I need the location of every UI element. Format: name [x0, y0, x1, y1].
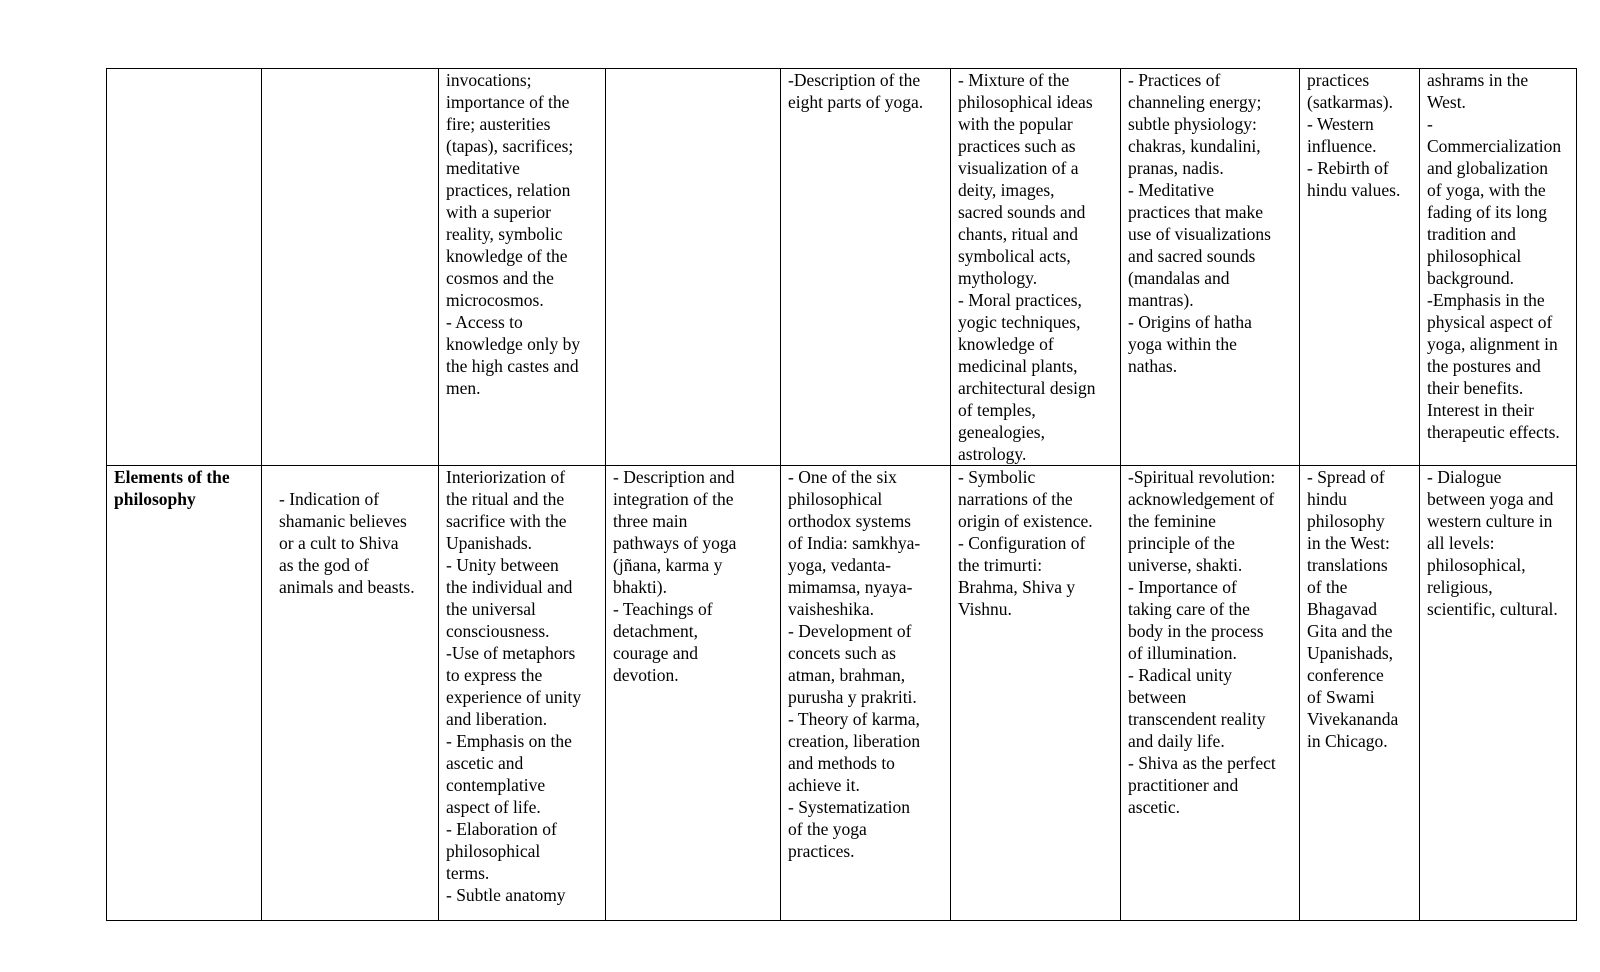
- cell-text-line: -Spiritual revolution:: [1128, 467, 1276, 487]
- table-cell: [439, 466, 606, 921]
- cell-text-line: - Systematization: [788, 797, 910, 817]
- cell-text-line: experience of unity: [446, 687, 582, 707]
- cell-text-line: and liberation.: [446, 709, 548, 729]
- table-cell: [1420, 466, 1577, 921]
- cell-text-line: the individual and: [446, 577, 573, 597]
- cell-text-line: practices such as: [958, 136, 1076, 156]
- cell-text-line: - Symbolic: [958, 467, 1036, 487]
- cell-text-line: and globalization: [1427, 158, 1549, 178]
- cell-text-line: - Unity between: [446, 555, 559, 575]
- cell-text-line: universe, shakti.: [1128, 555, 1243, 575]
- cell-text-line: philosophical: [1427, 246, 1522, 266]
- table-cell-empty: [107, 69, 262, 466]
- cell-text-line: Vivekananda: [1307, 709, 1399, 729]
- cell-text-line: purusha y prakriti.: [788, 687, 917, 707]
- cell-text-line: ascetic.: [1128, 797, 1180, 817]
- table-cell: [439, 69, 606, 466]
- cell-text-line: subtle physiology:: [1128, 114, 1257, 134]
- cell-text-line: -Emphasis in the: [1427, 290, 1545, 310]
- cell-text-line: and methods to: [788, 753, 895, 773]
- cell-text-line: hindu values.: [1307, 180, 1401, 200]
- cell-text-line: bhakti).: [613, 577, 667, 597]
- cell-text-line: - Indication of: [279, 489, 380, 509]
- cell-text-line: use of visualizations: [1128, 224, 1271, 244]
- cell-text-line: (satkarmas).: [1307, 92, 1394, 112]
- cell-text-line: - Elaboration of: [446, 819, 557, 839]
- cell-text-line: taking care of the: [1128, 599, 1250, 619]
- cell-text-line: - Western: [1307, 114, 1374, 134]
- cell-text-line: Upanishads,: [1307, 643, 1394, 663]
- cell-text-line: or a cult to Shiva: [279, 533, 399, 553]
- cell-text-line: (jñana, karma y: [613, 555, 723, 575]
- cell-text-line: practitioner and: [1128, 775, 1239, 795]
- cell-text-line: - Configuration of: [958, 533, 1086, 553]
- cell-text-line: - Description and: [613, 467, 735, 487]
- cell-text-line: yogic techniques,: [958, 312, 1081, 332]
- cell-text-line: influence.: [1307, 136, 1377, 156]
- cell-text-line: orthodox systems: [788, 511, 911, 531]
- cell-text-line: consciousness.: [446, 621, 550, 641]
- cell-text-line: of the yoga: [788, 819, 867, 839]
- cell-text-line: with the popular: [958, 114, 1073, 134]
- cell-text-line: cosmos and the: [446, 268, 554, 288]
- cell-text-line: reality, symbolic: [446, 224, 563, 244]
- cell-text-line: three main: [613, 511, 688, 531]
- cell-text-line: knowledge of: [958, 334, 1054, 354]
- cell-text-line: philosophy: [114, 489, 196, 509]
- cell-text-line: philosophical: [788, 489, 883, 509]
- cell-text-line: animals and beasts.: [279, 577, 415, 597]
- cell-text-line: - Practices of: [1128, 70, 1221, 90]
- cell-text-line: the postures and: [1427, 356, 1541, 376]
- cell-text-line: symbolical acts,: [958, 246, 1071, 266]
- cell-text-line: religious,: [1427, 577, 1493, 597]
- cell-text-line: their benefits.: [1427, 378, 1524, 398]
- cell-text-line: courage and: [613, 643, 699, 663]
- cell-text-line: - Meditative: [1128, 180, 1215, 200]
- cell-text-line: in the West:: [1307, 533, 1390, 553]
- table-cell: [781, 466, 951, 921]
- cell-text-line: western culture in: [1427, 511, 1553, 531]
- cell-text-line: conference: [1307, 665, 1384, 685]
- cell-text-line: creation, liberation: [788, 731, 921, 751]
- table-cell: [951, 69, 1121, 466]
- cell-text-line: genealogies,: [958, 422, 1045, 442]
- cell-text-line: fire; austerities: [446, 114, 551, 134]
- cell-text-line: the feminine: [1128, 511, 1216, 531]
- cell-text-line: all levels:: [1427, 533, 1495, 553]
- cell-text-line: - Development of: [788, 621, 912, 641]
- cell-text-line: between yoga and: [1427, 489, 1554, 509]
- cell-text-line: chants, ritual and: [958, 224, 1079, 244]
- cell-text-line: with a superior: [446, 202, 551, 222]
- cell-text-line: - Teachings of: [613, 599, 713, 619]
- cell-text-line: practices, relation: [446, 180, 571, 200]
- cell-text-line: - Access to: [446, 312, 523, 332]
- cell-text-line: to express the: [446, 665, 543, 685]
- table-cell: [951, 466, 1121, 921]
- cell-text-line: - Dialogue: [1427, 467, 1502, 487]
- cell-text-line: body in the process: [1128, 621, 1264, 641]
- cell-text-line: contemplative: [446, 775, 546, 795]
- cell-text-line: origin of existence.: [958, 511, 1093, 531]
- cell-text-line: -: [1427, 114, 1433, 134]
- cell-text-line: chakras, kundalini,: [1128, 136, 1261, 156]
- cell-text-line: microcosmos.: [446, 290, 544, 310]
- cell-text-line: (tapas), sacrifices;: [446, 136, 574, 156]
- cell-text-line: concets such as: [788, 643, 896, 663]
- cell-text-line: - Subtle anatomy: [446, 885, 566, 905]
- cell-text-line: sacred sounds and: [958, 202, 1086, 222]
- cell-text-line: philosophical ideas: [958, 92, 1093, 112]
- cell-text-line: knowledge only by: [446, 334, 581, 354]
- cell-text-line: as the god of: [279, 555, 369, 575]
- cell-text-line: -Use of metaphors: [446, 643, 576, 663]
- cell-text-line: hindu: [1307, 489, 1347, 509]
- cell-text-line: the high castes and: [446, 356, 579, 376]
- cell-text-line: of temples,: [958, 400, 1036, 420]
- cell-text-line: Interest in their: [1427, 400, 1534, 420]
- cell-text-line: yoga within the: [1128, 334, 1237, 354]
- cell-text-line: Vishnu.: [958, 599, 1012, 619]
- cell-text-line: pranas, nadis.: [1128, 158, 1224, 178]
- cell-text-line: - Rebirth of: [1307, 158, 1389, 178]
- cell-text-line: Brahma, Shiva y: [958, 577, 1076, 597]
- cell-text-line: -Description of the: [788, 70, 921, 90]
- cell-text-line: yoga, alignment in: [1427, 334, 1558, 354]
- cell-text-line: narrations of the: [958, 489, 1073, 509]
- cell-text-line: - One of the six: [788, 467, 897, 487]
- cell-text-line: men.: [446, 378, 481, 398]
- cell-text-line: of India: samkhya-: [788, 533, 921, 553]
- cell-text-line: mantras).: [1128, 290, 1194, 310]
- table-cell: [781, 69, 951, 466]
- cell-text-line: scientific, cultural.: [1427, 599, 1558, 619]
- cell-text-line: shamanic believes: [279, 511, 407, 531]
- cell-text-line: translations: [1307, 555, 1388, 575]
- cell-text-line: and daily life.: [1128, 731, 1225, 751]
- cell-text-line: Commercialization: [1427, 136, 1562, 156]
- cell-text-line: tradition and: [1427, 224, 1516, 244]
- cell-text-line: integration of the: [613, 489, 734, 509]
- cell-text-line: and sacred sounds: [1128, 246, 1256, 266]
- cell-text-line: astrology.: [958, 444, 1027, 464]
- cell-text-line: - Origins of hatha: [1128, 312, 1252, 332]
- cell-text-line: mythology.: [958, 268, 1038, 288]
- cell-text-line: between: [1128, 687, 1187, 707]
- cell-text-line: principle of the: [1128, 533, 1235, 553]
- cell-text-line: in Chicago.: [1307, 731, 1388, 751]
- table-row: [107, 69, 1577, 466]
- table-cell-empty: [262, 69, 439, 466]
- cell-text-line: of Swami: [1307, 687, 1375, 707]
- cell-text-line: West.: [1427, 92, 1466, 112]
- cell-text-line: of illumination.: [1128, 643, 1237, 663]
- cell-text-line: nathas.: [1128, 356, 1178, 376]
- cell-text-line: of yoga, with the: [1427, 180, 1546, 200]
- philosophy-comparison-table: [106, 68, 1577, 921]
- cell-text-line: sacrifice with the: [446, 511, 567, 531]
- cell-text-line: the trimurti:: [958, 555, 1043, 575]
- cell-text-line: philosophical: [446, 841, 541, 861]
- cell-text-line: philosophical,: [1427, 555, 1526, 575]
- cell-text-line: atman, brahman,: [788, 665, 906, 685]
- cell-text-line: Elements of the: [114, 467, 230, 487]
- cell-text-line: background.: [1427, 268, 1514, 288]
- cell-text-line: eight parts of yoga.: [788, 92, 924, 112]
- cell-text-line: meditative: [446, 158, 520, 178]
- table-row: [107, 466, 1577, 921]
- cell-text-line: devotion.: [613, 665, 679, 685]
- cell-text-line: visualization of a: [958, 158, 1079, 178]
- table-cell: [1420, 69, 1577, 466]
- table-cell: [1300, 69, 1420, 466]
- cell-text-line: aspect of life.: [446, 797, 541, 817]
- cell-text-line: Interiorization of: [446, 467, 566, 487]
- cell-text-line: the universal: [446, 599, 536, 619]
- table-cell-empty: [606, 69, 781, 466]
- cell-text-line: ascetic and: [446, 753, 524, 773]
- cell-text-line: practices.: [788, 841, 855, 861]
- cell-text-line: - Shiva as the perfect: [1128, 753, 1276, 773]
- cell-text-line: architectural design: [958, 378, 1096, 398]
- cell-text-line: medicinal plants,: [958, 356, 1078, 376]
- cell-text-line: (mandalas and: [1128, 268, 1230, 288]
- table-cell: [1300, 466, 1420, 921]
- cell-text-line: fading of its long: [1427, 202, 1548, 222]
- cell-text-line: invocations;: [446, 70, 532, 90]
- cell-text-line: therapeutic effects.: [1427, 422, 1560, 442]
- cell-text-line: transcendent reality: [1128, 709, 1266, 729]
- cell-text-line: Gita and the: [1307, 621, 1393, 641]
- cell-text-line: - Spread of: [1307, 467, 1385, 487]
- cell-text-line: acknowledgement of: [1128, 489, 1275, 509]
- cell-text-line: importance of the: [446, 92, 570, 112]
- cell-text-line: achieve it.: [788, 775, 860, 795]
- cell-text-line: the ritual and the: [446, 489, 565, 509]
- cell-text-line: physical aspect of: [1427, 312, 1553, 332]
- table-cell: [262, 466, 439, 921]
- cell-text-line: yoga, vedanta-: [788, 555, 892, 575]
- table-cell: [1121, 466, 1300, 921]
- table-cell: [606, 466, 781, 921]
- cell-text-line: practices: [1307, 70, 1370, 90]
- cell-text-line: Bhagavad: [1307, 599, 1377, 619]
- cell-text-line: - Importance of: [1128, 577, 1237, 597]
- cell-text-line: - Mixture of the: [958, 70, 1070, 90]
- row-heading: [107, 466, 262, 921]
- cell-text-line: practices that make: [1128, 202, 1264, 222]
- cell-text-line: - Moral practices,: [958, 290, 1082, 310]
- cell-text-line: of the: [1307, 577, 1348, 597]
- cell-text-line: - Theory of karma,: [788, 709, 920, 729]
- table-cell: [1121, 69, 1300, 466]
- cell-text-line: vaisheshika.: [788, 599, 875, 619]
- cell-text-line: deity, images,: [958, 180, 1055, 200]
- cell-text-line: mimamsa, nyaya-: [788, 577, 913, 597]
- cell-text-line: detachment,: [613, 621, 699, 641]
- cell-text-line: philosophy: [1307, 511, 1385, 531]
- cell-text-line: pathways of yoga: [613, 533, 737, 553]
- cell-text-line: Upanishads.: [446, 533, 533, 553]
- cell-text-line: - Emphasis on the: [446, 731, 572, 751]
- cell-text-line: terms.: [446, 863, 490, 883]
- cell-text-line: channeling energy;: [1128, 92, 1262, 112]
- cell-text-line: ashrams in the: [1427, 70, 1529, 90]
- cell-text-line: knowledge of the: [446, 246, 568, 266]
- cell-text-line: - Radical unity: [1128, 665, 1233, 685]
